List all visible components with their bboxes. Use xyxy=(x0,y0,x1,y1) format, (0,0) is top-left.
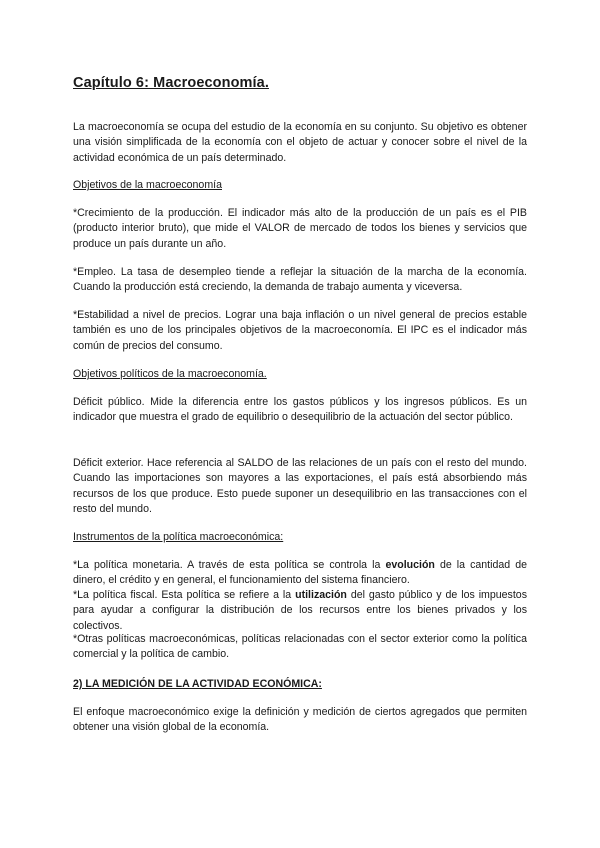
intro-paragraph: La macroeconomía se ocupa del estudio de la economía en su conjunto. Su objetivo es obtener una visión simplificada de la economía con el objeto de actuar y conocer sobre el nivel de la actividad económica de un país determinado. xyxy=(73,121,527,164)
medicion-heading: 2) LA MEDICIÓN DE LA ACTIVIDAD ECONÓMICA: xyxy=(73,678,322,690)
instrumentos-heading: Instrumentos de la política macroeconómica: xyxy=(73,531,284,543)
objetivos-heading: Objetivos de la macroeconomía xyxy=(73,179,222,191)
chapter-title: Capítulo 6: Macroeconomía. xyxy=(73,75,269,91)
otras-politicas-paragraph: *Otras políticas macroeconómicas, políticas relacionadas con el sector exterior como la política comercial y la política de cambio. xyxy=(73,633,527,661)
crecimiento-paragraph: *Crecimiento de la producción. El indicador más alto de la producción de un país es el PIB (producto interior bruto), que mide el VALOR de mercado de todos los bienes y servicios que produce un país durante un año. xyxy=(73,207,527,250)
empleo-paragraph: *Empleo. La tasa de desempleo tiende a reflejar la situación de la marcha de la economía. Cuando la producción está creciendo, la demanda de trabajo aumenta y viceversa. xyxy=(73,266,527,294)
politica-fiscal-paragraph: *La política fiscal. Esta política se refiere a la utilización del gasto público y de los impuestos para ayudar a configurar la distribución de los recursos entre los bienes privados y los colectivos. xyxy=(73,589,527,632)
utilizacion-bold: utilización xyxy=(295,589,347,601)
deficit-publico-paragraph: Déficit público. Mide la diferencia entre los gastos públicos y los ingresos públicos. Es un indicador que muestra el grado de equilibrio o desequilibrio de la actuación del sector público. xyxy=(73,396,527,424)
objetivos-politicos-heading: Objetivos políticos de la macroeconomía. xyxy=(73,368,267,380)
medicion-paragraph: El enfoque macroeconómico exige la definición y medición de ciertos agregados que permiten obtener una visión global de la economía. xyxy=(73,706,527,734)
evolucion-bold: evolución xyxy=(385,559,435,571)
politica-monetaria-paragraph: *La política monetaria. A través de esta política se controla la evolución de la cantidad de dinero, el crédito y en general, el funcionamiento del sistema financiero. xyxy=(73,559,527,587)
deficit-exterior-paragraph: Déficit exterior. Hace referencia al SALDO de las relaciones de un país con el resto del mundo. Cuando las importaciones son mayores a las exportaciones, el país está absorbiendo más recursos de los que produce. Esto puede suponer un desequilibrio en las transacciones con el resto del mundo. xyxy=(73,457,527,516)
estabilidad-paragraph: *Estabilidad a nivel de precios. Lograr una baja inflación o un nivel general de precios estable también es uno de los principales objetivos de la macroeconomía. El IPC es el indicador más común de precios del consumo. xyxy=(73,309,527,352)
